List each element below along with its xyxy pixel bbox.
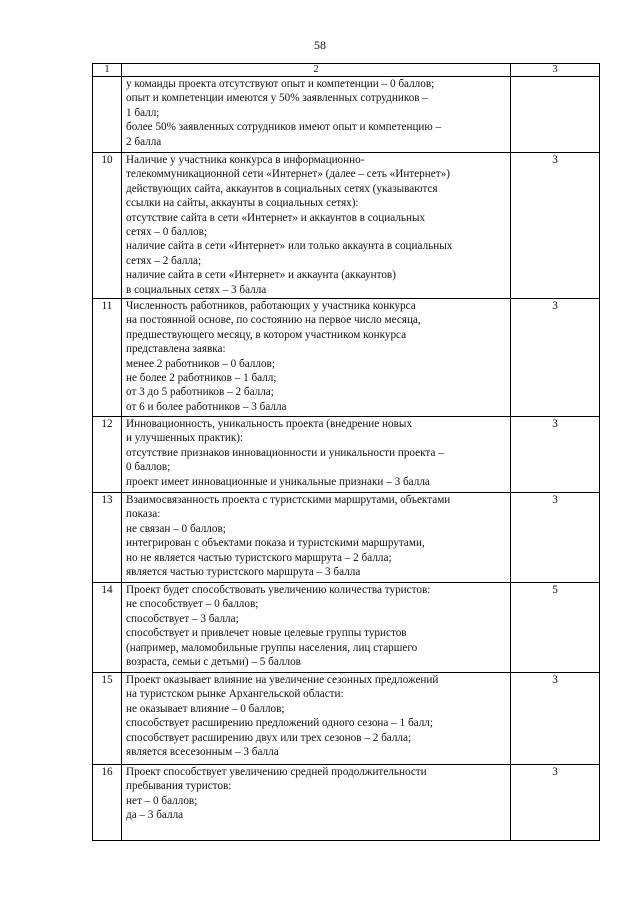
max-score-cell: 3 xyxy=(511,493,600,583)
row-number-cell: 15 xyxy=(93,673,122,765)
row-number-cell: 14 xyxy=(93,583,122,673)
max-score-cell: 3 xyxy=(511,417,600,493)
criterion-line: действующих сайта, аккаунтов в социальных сетях (указываются xyxy=(126,182,438,195)
criterion-line: нет – 0 баллов; xyxy=(126,794,198,807)
criterion-line: проект имеет инновационные и уникальные признаки – 3 балла xyxy=(126,475,430,488)
row-number-cell xyxy=(93,77,122,153)
table-row xyxy=(93,765,600,841)
criterion-line: опыт и компетенции имеются у 50% заявленных сотрудников – xyxy=(126,92,428,105)
header-cell-score: 3 xyxy=(511,64,600,77)
criterion-line: ссылки на сайты, аккаунты в социальных сетях): xyxy=(126,197,359,210)
criterion-line: на постоянной основе, по состоянию на первое число месяца, xyxy=(126,314,421,327)
criterion-line: наличие сайта в сети «Интернет» и аккаунта (аккаунтов) xyxy=(126,269,396,282)
criterion-line: Наличие у участника конкурса в информационно- xyxy=(126,154,365,166)
criterion-line: наличие сайта в сети «Интернет» или только аккаунта в социальных xyxy=(126,240,453,253)
table-row xyxy=(93,417,600,493)
max-score-cell: 3 xyxy=(511,673,600,765)
row-number-cell: 11 xyxy=(93,299,122,417)
criteria-table xyxy=(92,63,600,841)
criterion-line: сетях – 0 баллов; xyxy=(126,226,208,239)
max-score-cell: 3 xyxy=(511,765,600,841)
criterion-line: способствует расширению предложений одного сезона – 1 балл; xyxy=(126,717,433,730)
criterion-description-cell xyxy=(122,299,511,417)
row-number-cell: 12 xyxy=(93,417,122,493)
table-row xyxy=(93,299,600,417)
criterion-description-cell xyxy=(122,765,511,841)
criterion-line: сетях – 2 балла; xyxy=(126,254,202,267)
criterion-line: Инновационность, уникальность проекта (внедрение новых xyxy=(126,418,413,430)
criterion-line: 0 баллов; xyxy=(126,461,171,474)
criterion-line: не более 2 работников – 1 балл; xyxy=(126,372,277,385)
criterion-description-cell xyxy=(122,493,511,583)
criterion-line: возраста, семьи с детьми) – 5 баллов xyxy=(126,656,301,669)
max-score-cell: 5 xyxy=(511,583,600,673)
criterion-description-cell xyxy=(122,417,511,493)
criterion-line: представлена заявка: xyxy=(126,343,226,356)
criterion-line: Проект оказывает влияние на увеличение сезонных предложений xyxy=(126,674,439,686)
max-score-cell: 3 xyxy=(511,153,600,299)
row-number-cell: 13 xyxy=(93,493,122,583)
header-cell-number: 1 xyxy=(93,64,122,77)
table-row xyxy=(93,77,600,153)
table-row xyxy=(93,493,600,583)
criterion-line: предшествующего месяцу, в котором участником конкурса xyxy=(126,328,407,341)
table-row xyxy=(93,153,600,299)
criterion-line: является частью туристского маршрута – 3 балла xyxy=(126,566,361,579)
table-body xyxy=(93,64,600,841)
header-cell-criterion: 2 xyxy=(122,64,511,77)
criterion-line: показа: xyxy=(126,508,161,521)
page-number: 58 xyxy=(314,38,326,52)
criterion-line: от 6 и более работников – 3 балла xyxy=(126,400,287,413)
criterion-line: способствует расширению двух или трех сезонов – 2 балла; xyxy=(126,731,412,744)
criterion-line: способствует – 3 балла; xyxy=(126,612,239,625)
criterion-line: является всесезонным – 3 балла xyxy=(126,746,279,759)
table-row xyxy=(93,673,600,765)
row-number-cell: 10 xyxy=(93,153,122,299)
criterion-line: менее 2 работников – 0 баллов; xyxy=(126,357,275,370)
criterion-line: не способствует – 0 баллов; xyxy=(126,598,259,611)
criterion-line: 2 балла xyxy=(126,135,162,148)
criterion-line: Проект будет способствовать увеличению количества туристов: xyxy=(126,584,431,596)
table-header-row xyxy=(93,64,600,77)
criterion-line: не связан – 0 баллов; xyxy=(126,522,226,535)
max-score-cell: 3 xyxy=(511,299,600,417)
criterion-line: телекоммуникационной сети «Интернет» (далее – сеть «Интернет») xyxy=(126,168,450,181)
criterion-line: более 50% заявленных сотрудников имеют опыт и компетенцию – xyxy=(126,121,442,134)
criterion-line: у команды проекта отсутствуют опыт и компетенции – 0 баллов; xyxy=(126,78,435,90)
criterion-line: в социальных сетях – 3 балла xyxy=(126,283,267,296)
criterion-line: пребывания туристов: xyxy=(126,780,232,793)
criterion-line: способствует и привлечет новые целевые группы туристов xyxy=(126,627,407,640)
criterion-line: от 3 до 5 работников – 2 балла; xyxy=(126,386,274,399)
criterion-line: и улучшенных практик): xyxy=(126,432,244,445)
criterion-line: 1 балл; xyxy=(126,106,160,119)
table-row xyxy=(93,583,600,673)
criterion-line: (например, маломобильные группы населения, лиц старшего xyxy=(126,641,418,654)
criterion-line: отсутствие сайта в сети «Интернет» и аккаунтов в социальных xyxy=(126,211,426,224)
criterion-line: отсутствие признаков инновационности и уникальности проекта – xyxy=(126,446,444,459)
criterion-line: интегрирован с объектами показа и туристскими маршрутами, xyxy=(126,537,425,550)
criterion-line: Проект способствует увеличению средней продолжительности xyxy=(126,766,427,778)
criterion-line: не оказывает влияние – 0 баллов; xyxy=(126,702,285,715)
criterion-line: но не является частью туристского маршрута – 2 балла; xyxy=(126,551,392,564)
max-score-cell xyxy=(511,77,600,153)
criterion-line: Взаимосвязанность проекта с туристскими маршрутами, объектами xyxy=(126,494,451,506)
criterion-line: на туристском рынке Архангельской области: xyxy=(126,688,344,701)
criterion-description-cell xyxy=(122,153,511,299)
criterion-description-cell xyxy=(122,673,511,765)
criterion-line: Численность работников, работающих у участника конкурса xyxy=(126,300,416,312)
criterion-description-cell xyxy=(122,583,511,673)
row-number-cell: 16 xyxy=(93,765,122,841)
criterion-description-cell xyxy=(122,77,511,153)
criterion-line: да – 3 балла xyxy=(126,809,184,822)
